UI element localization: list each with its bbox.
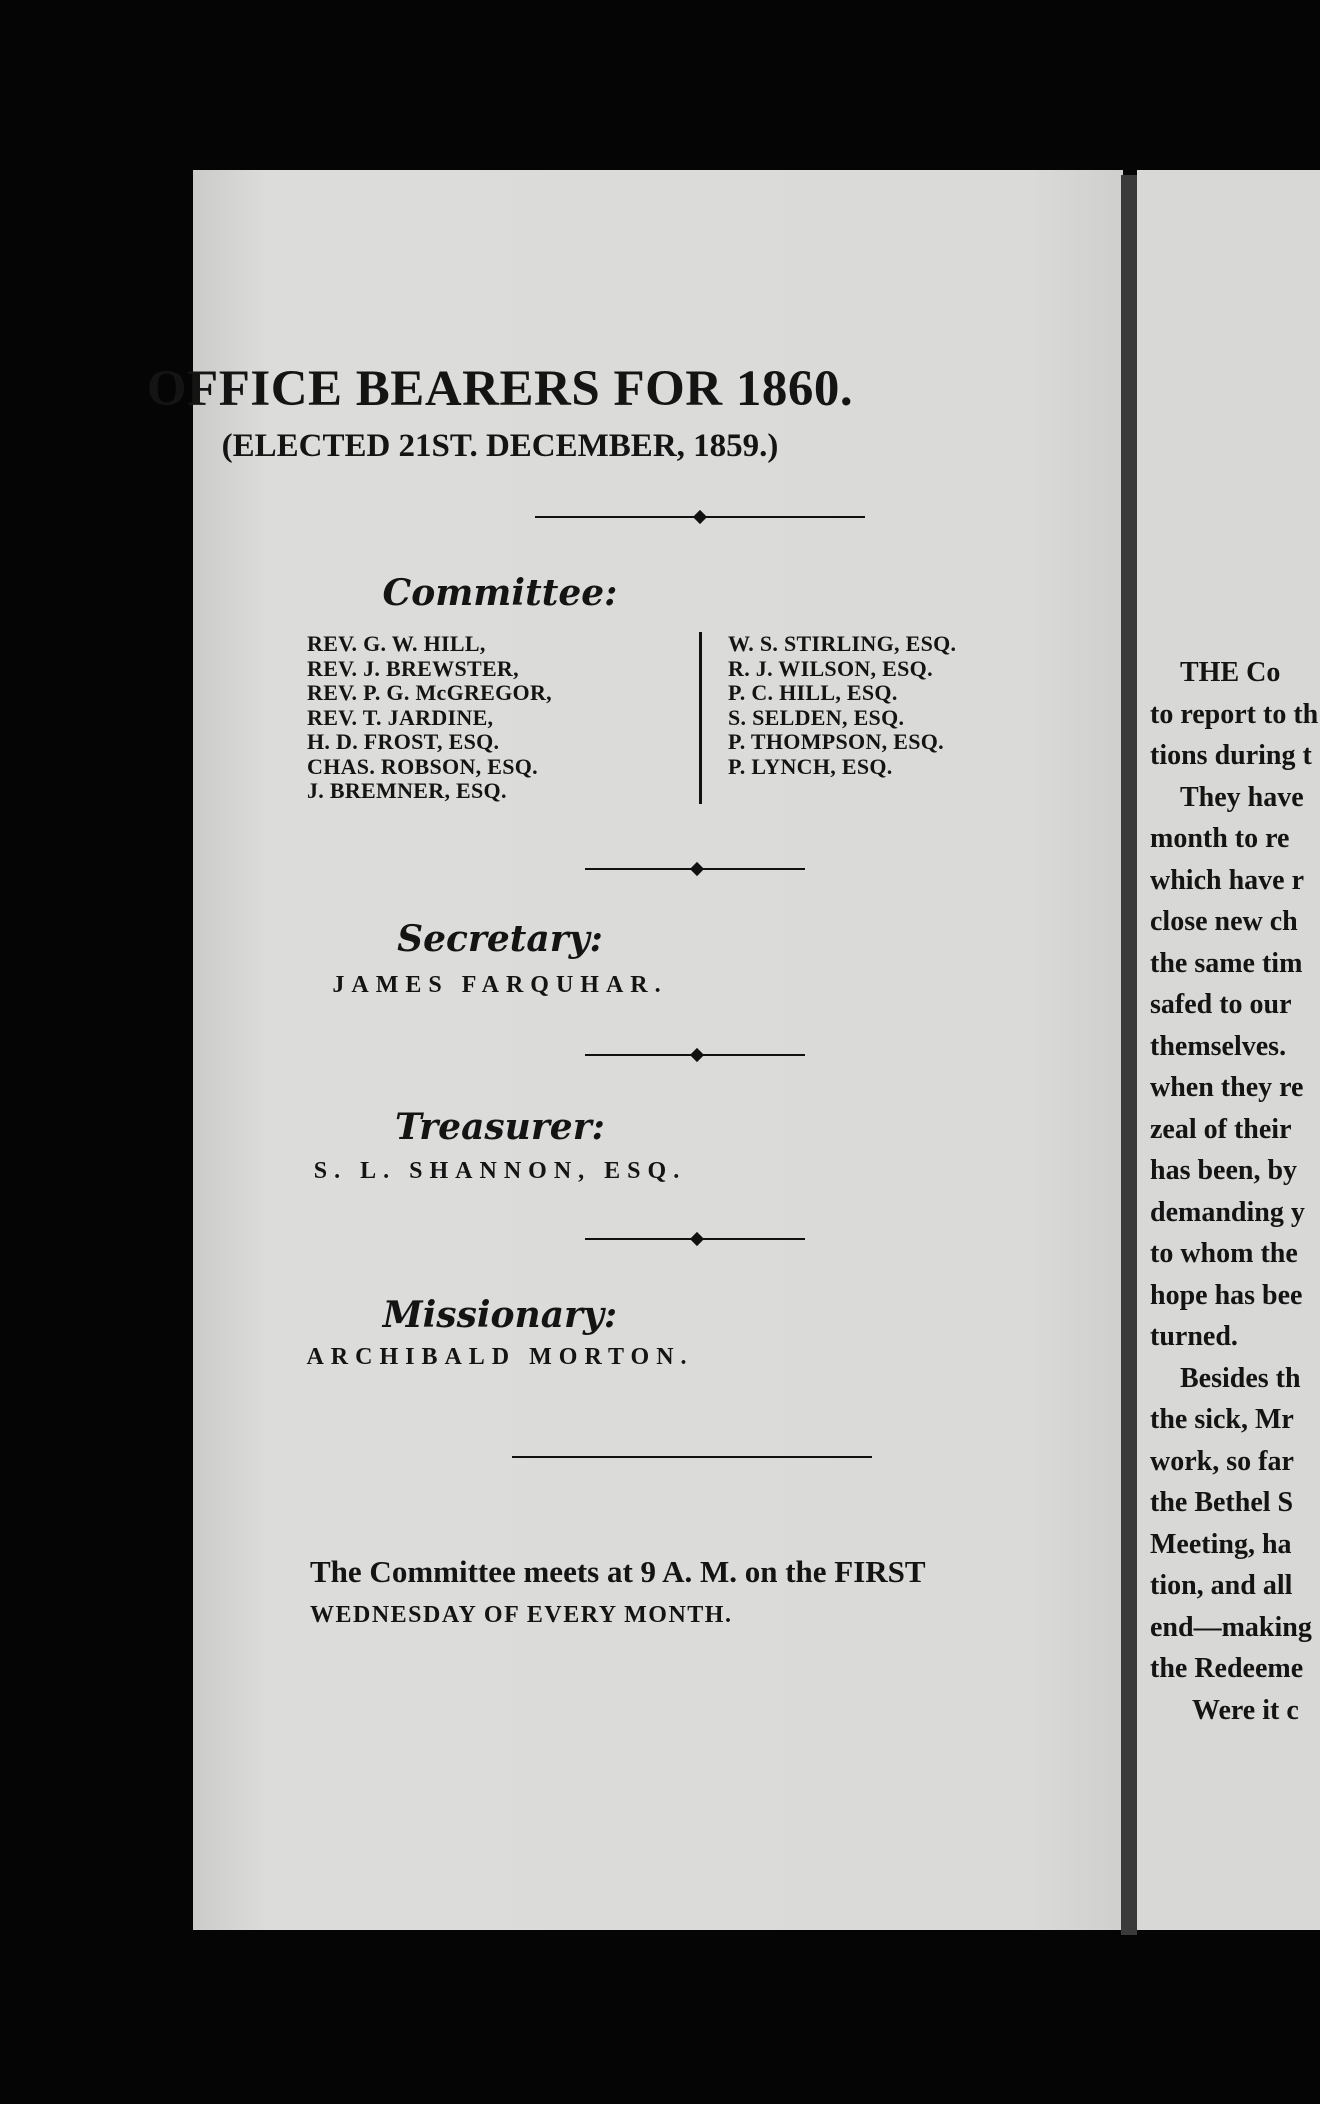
committee-member: P. THOMPSON, ESQ. (728, 729, 944, 754)
meeting-note-line-1: The Committee meets at 9 A. M. on the FIRST (310, 1554, 926, 1589)
secretary-heading: Secretary: (397, 918, 603, 960)
right-page-line: safed to our (1150, 989, 1292, 1020)
right-page-line: Were it c (1192, 1694, 1299, 1726)
meeting-note-line-2: WEDNESDAY OF EVERY MONTH. (310, 1602, 733, 1628)
committee-member: R. J. WILSON, ESQ. (728, 655, 933, 681)
right-page-line: month to re (1150, 823, 1290, 854)
committee-member: J. BREMNER, ESQ. (307, 778, 507, 803)
secretary-name: JAMES FARQUHAR. (332, 972, 668, 998)
right-page-line: to report to th (1150, 698, 1319, 730)
committee-heading: Committee: (382, 572, 618, 614)
page-subtitle: (ELECTED 21ST. DECEMBER, 1859.) (221, 428, 779, 464)
right-page-line: work, so far (1150, 1445, 1294, 1477)
committee-list-left (307, 632, 552, 804)
right-page-line: the Redeeme (1150, 1653, 1304, 1684)
right-page-line: Besides th (1180, 1362, 1301, 1394)
right-page-line: has been, by (1150, 1155, 1298, 1186)
right-page-line: the same tim (1150, 947, 1303, 979)
committee-divider (699, 632, 702, 804)
treasurer-name: S. L. SHANNON, ESQ. (313, 1158, 687, 1184)
right-page-line: hope has bee (1150, 1279, 1303, 1311)
committee-member: REV. G. W. HILL, (307, 631, 486, 656)
right-page-line: demanding y (1150, 1196, 1305, 1228)
right-page-line: to whom the (1150, 1238, 1298, 1269)
committee-member: S. SELDEN, ESQ. (728, 704, 905, 730)
committee-member: P. LYNCH, ESQ. (728, 753, 893, 779)
right-page-line: zeal of their (1150, 1113, 1292, 1145)
committee-member: REV. P. G. McGREGOR, (307, 680, 552, 705)
committee-member: REV. J. BREWSTER, (307, 655, 519, 681)
right-page-line: tions during t (1150, 740, 1312, 771)
right-page-line: end—making (1150, 1611, 1312, 1643)
committee-member: CHAS. ROBSON, ESQ. (307, 753, 538, 779)
right-page-line: themselves. (1150, 1030, 1287, 1062)
right-page-line: close new ch (1150, 906, 1298, 937)
treasurer-heading: Treasurer: (395, 1106, 605, 1148)
committee-list-right (728, 632, 956, 779)
missionary-name: ARCHIBALD MORTON. (306, 1344, 694, 1370)
missionary-heading: Missionary: (382, 1294, 618, 1336)
right-page-line: Meeting, ha (1150, 1528, 1292, 1560)
right-page-line: They have (1180, 781, 1304, 813)
right-page-line: the sick, Mr (1150, 1404, 1294, 1435)
right-page-line: the Bethel S (1150, 1487, 1294, 1518)
right-page-line: tion, and all (1150, 1570, 1293, 1601)
committee-member: REV. T. JARDINE, (307, 704, 494, 730)
committee-member: H. D. FROST, ESQ. (307, 729, 500, 754)
committee-member: P. C. HILL, ESQ. (728, 680, 898, 705)
page-title: OFFICE BEARERS FOR 1860. (146, 361, 854, 417)
right-page-line: THE Co (1180, 657, 1281, 688)
plain-rule (512, 1456, 872, 1458)
right-page-line: when they re (1150, 1072, 1304, 1103)
committee-member: W. S. STIRLING, ESQ. (728, 631, 957, 656)
right-page-line: which have r (1150, 864, 1304, 896)
right-page-line: turned. (1150, 1321, 1238, 1352)
